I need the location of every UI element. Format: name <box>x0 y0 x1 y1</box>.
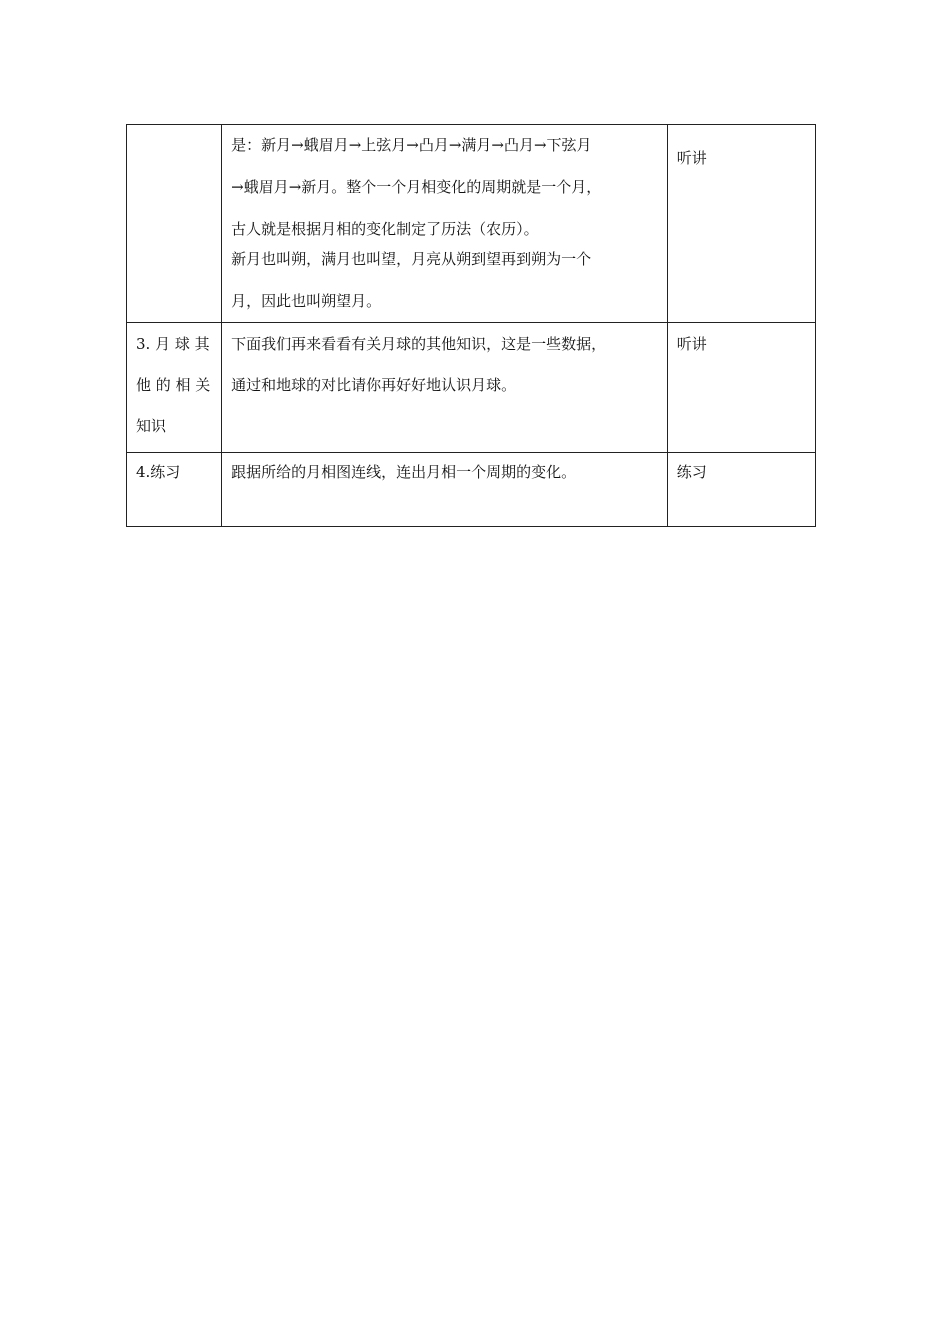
content-line: 通过和地球的对比请你再好好地认识月球。 <box>231 376 517 394</box>
table-row <box>127 453 816 527</box>
content-line: 下面我们再来看看有关月球的其他知识，这是一些数据， <box>231 335 607 353</box>
content-line: →蛾眉月→新月。整个一个月相变化的周期就是一个月， <box>231 178 602 196</box>
lesson-plan-table <box>126 124 816 527</box>
step-label: 他 的 相 关 <box>136 376 211 394</box>
table-row <box>127 125 816 323</box>
table-row <box>127 323 816 453</box>
step-label: 知识 <box>136 417 167 435</box>
step-cell <box>127 453 222 527</box>
step-cell <box>127 323 222 453</box>
activity-cell <box>667 125 815 323</box>
content-cell <box>222 323 668 453</box>
activity-label: 听讲 <box>676 335 707 353</box>
activity-cell <box>667 453 815 527</box>
content-cell <box>222 125 668 323</box>
content-line: 月，因此也叫朔望月。 <box>231 292 382 310</box>
activity-cell <box>667 323 815 453</box>
content-line: 跟据所给的月相图连线，连出月相一个周期的变化。 <box>231 463 577 481</box>
step-label: 3. 月 球 其 <box>136 335 210 353</box>
content-line: 新月也叫朔，满月也叫望，月亮从朔到望再到朔为一个 <box>231 250 592 268</box>
content-cell <box>222 453 668 527</box>
content-line: 是：新月→蛾眉月→上弦月→凸月→满月→凸月→下弦月 <box>231 136 592 154</box>
content-line: 古人就是根据月相的变化制定了历法（农历）。 <box>231 220 539 238</box>
step-label: 4.练习 <box>136 463 181 481</box>
activity-label: 听讲 <box>676 149 707 167</box>
activity-label: 练习 <box>676 463 707 481</box>
step-cell <box>127 125 222 323</box>
